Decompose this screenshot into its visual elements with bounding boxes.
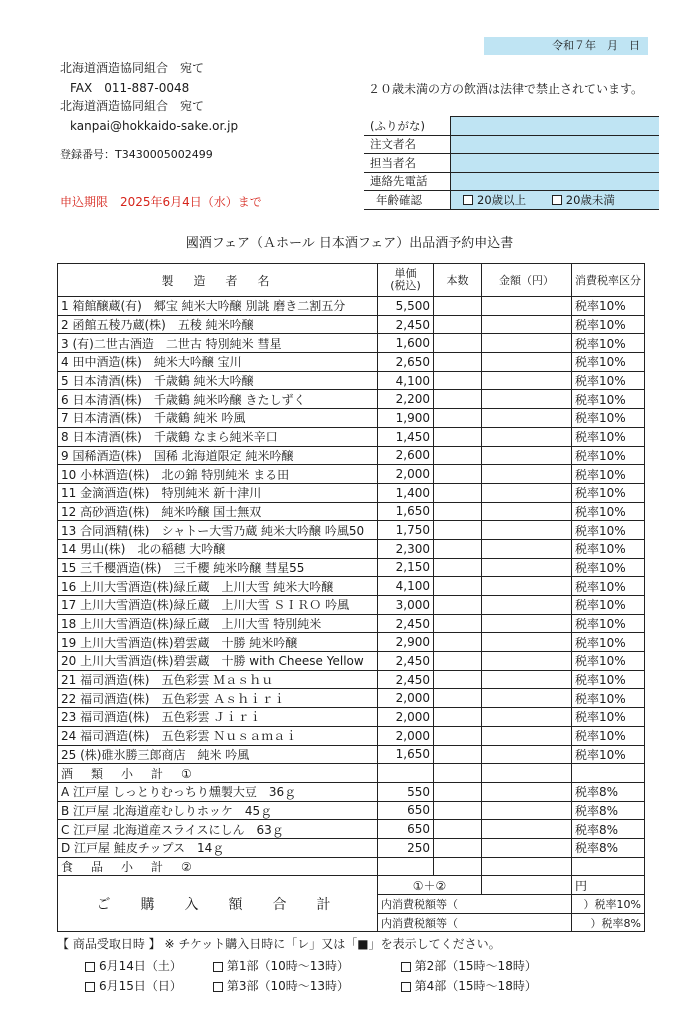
unit-price: 2,650	[378, 353, 434, 372]
amount-input[interactable]	[482, 726, 572, 745]
sake-row	[58, 502, 645, 521]
qty-input[interactable]	[434, 558, 482, 577]
amount-input[interactable]	[482, 596, 572, 615]
orderer-label: 注文者名	[364, 135, 451, 154]
tax-rate: 税率10%	[572, 745, 645, 764]
unit-price: 2,150	[378, 558, 434, 577]
qty-input[interactable]	[434, 652, 482, 671]
header-amount: 金額（円）	[482, 264, 572, 297]
unit-price: 2,600	[378, 446, 434, 465]
pickup-session4[interactable]: 第4部（15時～18時）	[414, 979, 537, 993]
qty-input[interactable]	[434, 427, 482, 446]
unit-price: 5,500	[378, 297, 434, 316]
tax-rate: 税率10%	[572, 558, 645, 577]
qty-input[interactable]	[434, 334, 482, 353]
sake-row	[58, 371, 645, 390]
tax-rate: 税率10%	[572, 483, 645, 502]
pickup-day1-row	[85, 956, 537, 976]
product-name: B 江戸屋 北海道産むしりホッケ 45ｇ	[58, 801, 378, 820]
header-tax: 消費税率区分	[572, 264, 645, 297]
tax-rate: 税率10%	[572, 539, 645, 558]
amount-input[interactable]	[482, 502, 572, 521]
tax-rate: 税率10%	[572, 521, 645, 540]
total-label: ご 購 入 額 合 計	[58, 876, 378, 932]
tax-rate: 税率10%	[572, 726, 645, 745]
product-name: 19 上川大雪酒造(株)碧雲蔵 十勝 純米吟醸	[58, 633, 378, 652]
qty-input[interactable]	[434, 614, 482, 633]
tax-rate: 税率10%	[572, 614, 645, 633]
food-row	[58, 801, 645, 820]
product-name: 16 上川大雪酒造(株)緑丘蔵 上川大雪 純米大吟醸	[58, 577, 378, 596]
product-name: 11 金滴酒造(株) 特別純米 新十津川	[58, 483, 378, 502]
pickup-heading: 【 商品受取日時 】 ※ チケット購入日時に「レ」又は「■」を表示してください。	[57, 937, 501, 951]
tax8-label[interactable]: 内消費税額等（	[378, 913, 572, 932]
tax-rate: 税率8%	[572, 801, 645, 820]
qty-input[interactable]	[434, 409, 482, 428]
orderer-field[interactable]	[451, 135, 660, 154]
product-name: 24 福司酒造(株) 五色彩雲 Ｎｕｓａｍａｉ	[58, 726, 378, 745]
header-qty: 本数	[434, 264, 482, 297]
amount-input[interactable]	[482, 614, 572, 633]
sake-row	[58, 633, 645, 652]
sake-row	[58, 297, 645, 316]
addressee-line1: 北海道酒造協同組合 宛て	[60, 61, 205, 75]
unit-price: 1,450	[378, 427, 434, 446]
product-name: 21 福司酒造(株) 五色彩雲 Ｍａｓｈｕ	[58, 670, 378, 689]
unit-price: 2,300	[378, 539, 434, 558]
tax-rate: 税率10%	[572, 670, 645, 689]
sake-row	[58, 315, 645, 334]
sake-subtotal-row	[58, 764, 645, 783]
checkbox-icon[interactable]	[85, 982, 95, 992]
sake-row	[58, 726, 645, 745]
product-name: 17 上川大雪酒造(株)緑丘蔵 上川大雪 ＳＩＲＯ 吟風	[58, 596, 378, 615]
tax-rate: 税率10%	[572, 689, 645, 708]
product-name: 5 日本清酒(株) 千歳鶴 純米大吟醸	[58, 371, 378, 390]
furigana-field[interactable]	[451, 117, 660, 136]
amount-input[interactable]	[482, 427, 572, 446]
amount-input[interactable]	[482, 782, 572, 801]
food-subtotal-row	[58, 857, 645, 876]
furigana-label: (ふりがな)	[364, 117, 451, 136]
unit-price: 1,650	[378, 502, 434, 521]
total-yen: 円	[572, 876, 645, 895]
amount-input[interactable]	[482, 409, 572, 428]
age-check-field	[451, 191, 660, 210]
qty-input[interactable]	[434, 633, 482, 652]
sake-row	[58, 521, 645, 540]
product-name: 13 合同酒精(株) シャトー大雪乃蔵 純米大吟醸 吟風50	[58, 521, 378, 540]
total-row	[58, 876, 645, 895]
total-formula: ①＋②	[378, 876, 482, 895]
tax-rate: 税率10%	[572, 633, 645, 652]
food-row	[58, 782, 645, 801]
tax8-rate: ）税率8%	[572, 913, 645, 932]
amount-input[interactable]	[482, 652, 572, 671]
food-subtotal-amount[interactable]	[482, 857, 572, 876]
person-field[interactable]	[451, 154, 660, 173]
unit-price: 2,450	[378, 614, 434, 633]
pickup-day2: 6月15日（日）	[99, 979, 182, 993]
pickup-day1: 6月14日（土）	[99, 959, 182, 973]
product-name: 6 日本清酒(株) 千歳鶴 純米吟醸 きたしずく	[58, 390, 378, 409]
product-name: 7 日本清酒(株) 千歳鶴 純米 吟風	[58, 409, 378, 428]
checkbox-icon[interactable]	[401, 982, 411, 992]
tax-rate: 税率10%	[572, 315, 645, 334]
tax-rate: 税率10%	[572, 390, 645, 409]
total-amount[interactable]	[482, 876, 572, 895]
tax-rate: 税率10%	[572, 652, 645, 671]
table-header	[58, 264, 645, 297]
sake-row	[58, 558, 645, 577]
sake-subtotal-label: 酒 類 小 計 ①	[58, 764, 378, 783]
product-name: 3 (有)二世古酒造 二世古 特別純米 彗星	[58, 334, 378, 353]
tax-rate: 税率10%	[572, 708, 645, 727]
qty-input[interactable]	[434, 782, 482, 801]
tax-rate: 税率10%	[572, 409, 645, 428]
sake-row	[58, 446, 645, 465]
qty-input[interactable]	[434, 838, 482, 857]
sake-row	[58, 390, 645, 409]
product-name: 1 箱館醸蔵(有) 郷宝 純米大吟醸 別誂 磨き二割五分	[58, 297, 378, 316]
unit-price: 650	[378, 820, 434, 839]
amount-input[interactable]	[482, 483, 572, 502]
unit-price: 2,000	[378, 465, 434, 484]
product-name: 22 福司酒造(株) 五色彩雲 Ａｓｈｉｒｉ	[58, 689, 378, 708]
unit-price: 550	[378, 782, 434, 801]
amount-input[interactable]	[482, 390, 572, 409]
unit-price: 250	[378, 838, 434, 857]
tax-rate: 税率8%	[572, 820, 645, 839]
amount-input[interactable]	[482, 371, 572, 390]
food-row	[58, 820, 645, 839]
order-table	[57, 263, 645, 932]
tax-rate: 税率8%	[572, 782, 645, 801]
qty-input[interactable]	[434, 315, 482, 334]
sake-subtotal-qty[interactable]	[434, 764, 482, 783]
unit-price: 2,000	[378, 726, 434, 745]
amount-input[interactable]	[482, 708, 572, 727]
amount-input[interactable]	[482, 521, 572, 540]
amount-input[interactable]	[482, 297, 572, 316]
product-name: 8 日本清酒(株) 千歳鶴 なまら純米辛口	[58, 427, 378, 446]
amount-input[interactable]	[482, 745, 572, 764]
sake-row	[58, 483, 645, 502]
pickup-section	[57, 934, 537, 996]
food-subtotal-label: 食 品 小 計 ②	[58, 857, 378, 876]
sake-row	[58, 670, 645, 689]
product-name: C 江戸屋 北海道産スライスにしん 63ｇ	[58, 820, 378, 839]
qty-input[interactable]	[434, 465, 482, 484]
sake-row	[58, 745, 645, 764]
form-title: 國酒フェア（Ａホール 日本酒フェア）出品酒予約申込書	[185, 236, 514, 251]
unit-price: 2,000	[378, 689, 434, 708]
sake-row	[58, 652, 645, 671]
sake-subtotal-amount[interactable]	[482, 764, 572, 783]
date-field[interactable]: 令和７年 月 日	[484, 37, 648, 55]
amount-input[interactable]	[482, 465, 572, 484]
tax-rate: 税率8%	[572, 838, 645, 857]
product-name: 10 小林酒造(株) 北の錦 特別純米 まる田	[58, 465, 378, 484]
header-maker: 製 造 者 名	[58, 264, 378, 297]
email-address[interactable]: kanpai@hokkaido-sake.or.jp	[70, 119, 239, 133]
unit-price: 2,900	[378, 633, 434, 652]
qty-input[interactable]	[434, 446, 482, 465]
qty-input[interactable]	[434, 801, 482, 820]
qty-input[interactable]	[434, 726, 482, 745]
product-name: 23 福司酒造(株) 五色彩雲 Ｊｉｒｉ	[58, 708, 378, 727]
unit-price: 1,750	[378, 521, 434, 540]
unit-price: 2,000	[378, 708, 434, 727]
tax-rate: 税率10%	[572, 427, 645, 446]
product-name: 25 (株)碓氷勝三郎商店 純米 吟風	[58, 745, 378, 764]
phone-label: 連絡先電話	[364, 172, 451, 191]
sake-row	[58, 614, 645, 633]
amount-input[interactable]	[482, 633, 572, 652]
product-name: 15 三千櫻酒造(株) 三千櫻 純米吟醸 彗星55	[58, 558, 378, 577]
amount-input[interactable]	[482, 689, 572, 708]
unit-price: 1,600	[378, 334, 434, 353]
tax10-rate: ）税率10%	[572, 895, 645, 914]
checkbox-icon[interactable]	[213, 962, 223, 972]
tax-rate: 税率10%	[572, 465, 645, 484]
food-row	[58, 838, 645, 857]
product-name: D 江戸屋 鮭皮チップス 14ｇ	[58, 838, 378, 857]
sake-row	[58, 334, 645, 353]
unit-price: 2,450	[378, 652, 434, 671]
qty-input[interactable]	[434, 297, 482, 316]
unit-price: 2,450	[378, 315, 434, 334]
unit-price: 4,100	[378, 371, 434, 390]
age-over-option[interactable]: 20歳以上	[463, 193, 526, 207]
product-name: 14 男山(株) 北の稲穂 大吟醸	[58, 539, 378, 558]
qty-input[interactable]	[434, 596, 482, 615]
tax-rate: 税率10%	[572, 371, 645, 390]
sake-row	[58, 409, 645, 428]
unit-price: 4,100	[378, 577, 434, 596]
qty-input[interactable]	[434, 670, 482, 689]
sake-row	[58, 689, 645, 708]
amount-input[interactable]	[482, 353, 572, 372]
checkbox-icon[interactable]	[463, 195, 473, 205]
pickup-day2-row	[85, 976, 537, 996]
product-name: 18 上川大雪酒造(株)緑丘蔵 上川大雪 特別純米	[58, 614, 378, 633]
amount-input[interactable]	[482, 315, 572, 334]
qty-input[interactable]	[434, 820, 482, 839]
phone-field[interactable]	[451, 172, 660, 191]
amount-input[interactable]	[482, 558, 572, 577]
person-label: 担当者名	[364, 154, 451, 173]
pickup-session1[interactable]: 第1部（10時～13時）	[226, 959, 350, 973]
checkbox-icon[interactable]	[401, 962, 411, 972]
product-name: 4 田中酒造(株) 純米大吟醸 宝川	[58, 353, 378, 372]
qty-input[interactable]	[434, 483, 482, 502]
tax-rate: 税率10%	[572, 502, 645, 521]
unit-price: 1,650	[378, 745, 434, 764]
qty-input[interactable]	[434, 390, 482, 409]
age-label: 年齢確認	[364, 191, 451, 210]
qty-input[interactable]	[434, 539, 482, 558]
tax-rate: 税率10%	[572, 334, 645, 353]
tax-rate: 税率10%	[572, 446, 645, 465]
qty-input[interactable]	[434, 577, 482, 596]
amount-input[interactable]	[482, 334, 572, 353]
sake-row	[58, 577, 645, 596]
amount-input[interactable]	[482, 539, 572, 558]
deadline: 申込期限 2025年6月4日（水）まで	[60, 195, 262, 209]
amount-input[interactable]	[482, 838, 572, 857]
product-name: 12 高砂酒造(株) 純米吟醸 国士無双	[58, 502, 378, 521]
registration-number: 登録番号：T3430005002499	[60, 148, 213, 161]
tax-rate: 税率10%	[572, 596, 645, 615]
tax-rate: 税率10%	[572, 297, 645, 316]
unit-price: 650	[378, 801, 434, 820]
unit-price: 3,000	[378, 596, 434, 615]
tax-rate: 税率10%	[572, 577, 645, 596]
unit-price: 2,450	[378, 670, 434, 689]
fax-number: FAX 011-887-0048	[70, 81, 190, 95]
qty-input[interactable]	[434, 745, 482, 764]
header-price: 単価 (税込)	[378, 264, 434, 297]
sake-row	[58, 596, 645, 615]
sake-row	[58, 353, 645, 372]
checkbox-icon[interactable]	[552, 195, 562, 205]
checkbox-icon[interactable]	[85, 962, 95, 972]
sake-row	[58, 427, 645, 446]
addressee-line3: 北海道酒造協同組合 宛て	[60, 99, 205, 113]
pickup-session3[interactable]: 第3部（10時～13時）	[226, 979, 350, 993]
sake-row	[58, 539, 645, 558]
amount-input[interactable]	[482, 577, 572, 596]
qty-input[interactable]	[434, 689, 482, 708]
product-name: A 江戸屋 しっとりむっちり燻製大豆 36ｇ	[58, 782, 378, 801]
age-under-option[interactable]: 20歳未満	[552, 193, 615, 207]
qty-input[interactable]	[434, 353, 482, 372]
tax-rate: 税率10%	[572, 353, 645, 372]
amount-input[interactable]	[482, 446, 572, 465]
sake-row	[58, 465, 645, 484]
checkbox-icon[interactable]	[213, 982, 223, 992]
amount-input[interactable]	[482, 670, 572, 689]
sake-row	[58, 708, 645, 727]
orderer-info-table	[364, 116, 659, 210]
addressee-block	[60, 60, 238, 163]
qty-input[interactable]	[434, 502, 482, 521]
pickup-session2[interactable]: 第2部（15時～18時）	[414, 959, 537, 973]
unit-price: 2,200	[378, 390, 434, 409]
qty-input[interactable]	[434, 371, 482, 390]
amount-input[interactable]	[482, 820, 572, 839]
unit-price: 1,400	[378, 483, 434, 502]
amount-input[interactable]	[482, 801, 572, 820]
food-subtotal-qty[interactable]	[434, 857, 482, 876]
qty-input[interactable]	[434, 708, 482, 727]
product-name: 9 国稀酒造(株) 国稀 北海道限定 純米吟醸	[58, 446, 378, 465]
product-name: 20 上川大雪酒造(株)碧雲蔵 十勝 with Cheese Yellow	[58, 652, 378, 671]
tax10-label[interactable]: 内消費税額等（	[378, 895, 572, 914]
unit-price: 1,900	[378, 409, 434, 428]
product-name: 2 函館五稜乃蔵(株) 五稜 純米吟醸	[58, 315, 378, 334]
age-notice: ２０歳未満の方の飲酒は法律で禁止されています。	[368, 82, 644, 96]
qty-input[interactable]	[434, 521, 482, 540]
